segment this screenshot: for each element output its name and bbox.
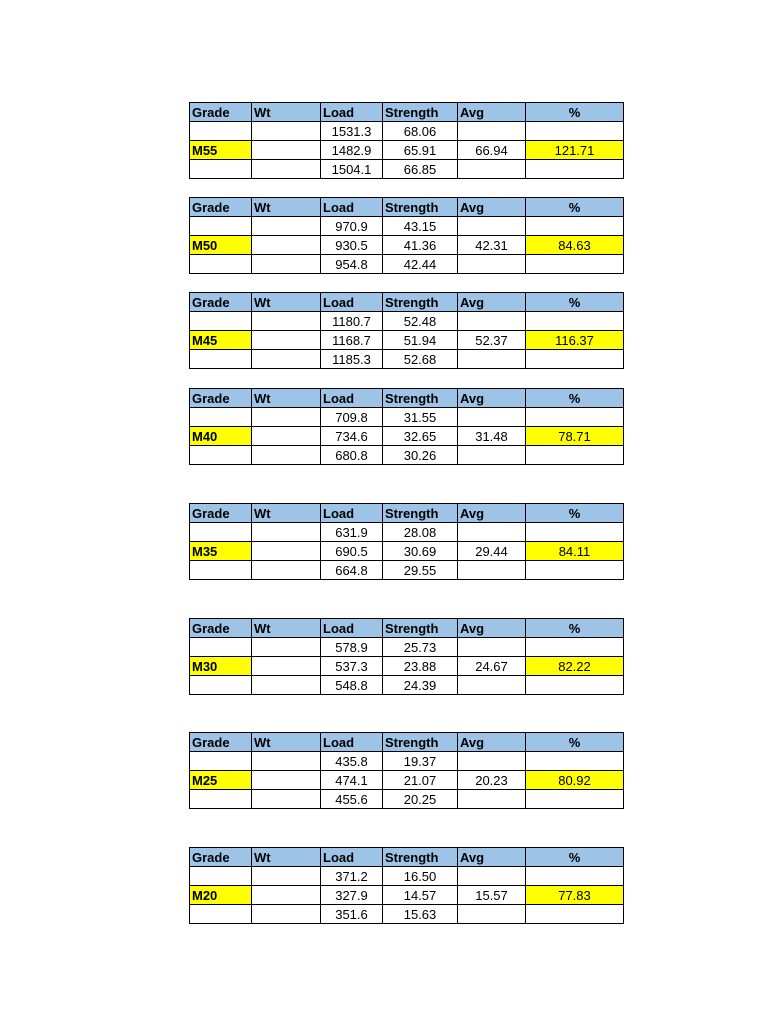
header-wt: Wt [252, 103, 321, 122]
table-row [190, 638, 624, 657]
grade-table-m40 [189, 388, 624, 465]
header-row [190, 504, 624, 523]
load-cell: 930.5 [321, 236, 383, 255]
load-cell: 1482.9 [321, 141, 383, 160]
avg-cell: 24.67 [458, 657, 526, 676]
load-cell: 954.8 [321, 255, 383, 274]
table-row [190, 523, 624, 542]
table-row [190, 408, 624, 427]
strength-cell: 25.73 [383, 638, 458, 657]
avg-cell-empty [458, 867, 526, 886]
header-grade: Grade [190, 733, 252, 752]
pct-cell-empty [526, 255, 624, 274]
wt-cell [252, 122, 321, 141]
pct-cell-empty [526, 312, 624, 331]
load-cell: 371.2 [321, 867, 383, 886]
strength-cell: 29.55 [383, 561, 458, 580]
load-cell: 1504.1 [321, 160, 383, 179]
strength-cell: 15.63 [383, 905, 458, 924]
pct-cell-empty [526, 122, 624, 141]
avg-cell-empty [458, 408, 526, 427]
strength-cell: 20.25 [383, 790, 458, 809]
header-row [190, 293, 624, 312]
grade-cell: M55 [190, 141, 252, 160]
pct-cell-empty [526, 217, 624, 236]
header-load: Load [321, 733, 383, 752]
pct-cell-empty [526, 638, 624, 657]
header-load: Load [321, 619, 383, 638]
header-pct: % [526, 103, 624, 122]
grade-cell: M40 [190, 427, 252, 446]
header-avg: Avg [458, 198, 526, 217]
header-wt: Wt [252, 198, 321, 217]
header-strength: Strength [383, 733, 458, 752]
header-wt: Wt [252, 293, 321, 312]
strength-cell: 23.88 [383, 657, 458, 676]
grade-cell-empty [190, 790, 252, 809]
pct-cell-empty [526, 867, 624, 886]
pct-cell-empty [526, 160, 624, 179]
avg-cell-empty [458, 790, 526, 809]
avg-cell: 52.37 [458, 331, 526, 350]
grade-cell-empty [190, 867, 252, 886]
avg-cell-empty [458, 561, 526, 580]
wt-cell [252, 657, 321, 676]
header-load: Load [321, 198, 383, 217]
load-cell: 351.6 [321, 905, 383, 924]
pct-cell-empty [526, 350, 624, 369]
load-cell: 1180.7 [321, 312, 383, 331]
table-row [190, 331, 624, 350]
wt-cell [252, 542, 321, 561]
header-grade: Grade [190, 848, 252, 867]
grade-cell-empty [190, 905, 252, 924]
avg-cell-empty [458, 122, 526, 141]
avg-cell: 20.23 [458, 771, 526, 790]
grade-cell-empty [190, 350, 252, 369]
header-load: Load [321, 293, 383, 312]
strength-cell: 42.44 [383, 255, 458, 274]
load-cell: 455.6 [321, 790, 383, 809]
avg-cell-empty [458, 217, 526, 236]
wt-cell [252, 752, 321, 771]
header-load: Load [321, 103, 383, 122]
pct-cell: 77.83 [526, 886, 624, 905]
load-cell: 690.5 [321, 542, 383, 561]
pct-cell-empty [526, 676, 624, 695]
table-row [190, 676, 624, 695]
wt-cell [252, 255, 321, 274]
header-avg: Avg [458, 619, 526, 638]
avg-cell-empty [458, 312, 526, 331]
table-row [190, 160, 624, 179]
header-load: Load [321, 848, 383, 867]
wt-cell [252, 886, 321, 905]
strength-cell: 68.06 [383, 122, 458, 141]
header-strength: Strength [383, 198, 458, 217]
pct-cell: 84.63 [526, 236, 624, 255]
wt-cell [252, 408, 321, 427]
load-cell: 548.8 [321, 676, 383, 695]
grade-cell-empty [190, 561, 252, 580]
load-cell: 734.6 [321, 427, 383, 446]
avg-cell: 31.48 [458, 427, 526, 446]
grade-cell-empty [190, 523, 252, 542]
table-row [190, 561, 624, 580]
wt-cell [252, 427, 321, 446]
table-row [190, 141, 624, 160]
table-row [190, 236, 624, 255]
avg-cell-empty [458, 638, 526, 657]
avg-cell: 15.57 [458, 886, 526, 905]
strength-cell: 21.07 [383, 771, 458, 790]
load-cell: 537.3 [321, 657, 383, 676]
pct-cell: 82.22 [526, 657, 624, 676]
header-load: Load [321, 389, 383, 408]
load-cell: 435.8 [321, 752, 383, 771]
header-row [190, 103, 624, 122]
table-row [190, 752, 624, 771]
wt-cell [252, 905, 321, 924]
grade-cell: M45 [190, 331, 252, 350]
table-row [190, 886, 624, 905]
avg-cell-empty [458, 676, 526, 695]
table-row [190, 255, 624, 274]
wt-cell [252, 676, 321, 695]
avg-cell-empty [458, 160, 526, 179]
wt-cell [252, 217, 321, 236]
grade-cell: M35 [190, 542, 252, 561]
header-pct: % [526, 848, 624, 867]
load-cell: 474.1 [321, 771, 383, 790]
header-grade: Grade [190, 619, 252, 638]
table-row [190, 905, 624, 924]
avg-cell: 29.44 [458, 542, 526, 561]
load-cell: 970.9 [321, 217, 383, 236]
pct-cell-empty [526, 561, 624, 580]
avg-cell-empty [458, 905, 526, 924]
table-row [190, 427, 624, 446]
header-pct: % [526, 733, 624, 752]
load-cell: 1185.3 [321, 350, 383, 369]
table-row [190, 867, 624, 886]
wt-cell [252, 523, 321, 542]
header-pct: % [526, 198, 624, 217]
header-pct: % [526, 293, 624, 312]
header-grade: Grade [190, 504, 252, 523]
grade-table-m45 [189, 292, 624, 369]
pct-cell: 80.92 [526, 771, 624, 790]
avg-cell-empty [458, 752, 526, 771]
strength-cell: 30.26 [383, 446, 458, 465]
load-cell: 1531.3 [321, 122, 383, 141]
header-grade: Grade [190, 103, 252, 122]
strength-cell: 28.08 [383, 523, 458, 542]
table-row [190, 790, 624, 809]
strength-cell: 43.15 [383, 217, 458, 236]
header-avg: Avg [458, 733, 526, 752]
header-load: Load [321, 504, 383, 523]
strength-cell: 16.50 [383, 867, 458, 886]
pct-cell-empty [526, 408, 624, 427]
grade-table-m20 [189, 847, 624, 924]
header-wt: Wt [252, 504, 321, 523]
strength-cell: 31.55 [383, 408, 458, 427]
grade-cell-empty [190, 160, 252, 179]
header-avg: Avg [458, 389, 526, 408]
header-wt: Wt [252, 389, 321, 408]
strength-cell: 65.91 [383, 141, 458, 160]
header-strength: Strength [383, 504, 458, 523]
pct-cell-empty [526, 905, 624, 924]
strength-cell: 52.68 [383, 350, 458, 369]
wt-cell [252, 790, 321, 809]
load-cell: 631.9 [321, 523, 383, 542]
header-strength: Strength [383, 389, 458, 408]
table-row [190, 217, 624, 236]
strength-cell: 19.37 [383, 752, 458, 771]
avg-cell: 66.94 [458, 141, 526, 160]
wt-cell [252, 236, 321, 255]
grade-cell-empty [190, 217, 252, 236]
strength-cell: 32.65 [383, 427, 458, 446]
header-grade: Grade [190, 198, 252, 217]
grade-cell-empty [190, 676, 252, 695]
wt-cell [252, 771, 321, 790]
pct-cell: 78.71 [526, 427, 624, 446]
strength-cell: 66.85 [383, 160, 458, 179]
table-row [190, 657, 624, 676]
load-cell: 1168.7 [321, 331, 383, 350]
strength-cell: 51.94 [383, 331, 458, 350]
load-cell: 680.8 [321, 446, 383, 465]
header-avg: Avg [458, 293, 526, 312]
table-row [190, 542, 624, 561]
wt-cell [252, 561, 321, 580]
header-grade: Grade [190, 389, 252, 408]
grade-table-m55 [189, 102, 624, 179]
header-avg: Avg [458, 504, 526, 523]
wt-cell [252, 867, 321, 886]
strength-cell: 41.36 [383, 236, 458, 255]
table-row [190, 312, 624, 331]
grade-cell: M50 [190, 236, 252, 255]
header-strength: Strength [383, 848, 458, 867]
load-cell: 327.9 [321, 886, 383, 905]
pct-cell: 116.37 [526, 331, 624, 350]
wt-cell [252, 331, 321, 350]
header-row [190, 389, 624, 408]
strength-cell: 52.48 [383, 312, 458, 331]
load-cell: 709.8 [321, 408, 383, 427]
strength-cell: 30.69 [383, 542, 458, 561]
avg-cell-empty [458, 446, 526, 465]
header-wt: Wt [252, 733, 321, 752]
grade-cell-empty [190, 255, 252, 274]
pct-cell-empty [526, 446, 624, 465]
pct-cell: 121.71 [526, 141, 624, 160]
header-pct: % [526, 389, 624, 408]
wt-cell [252, 638, 321, 657]
strength-cell: 14.57 [383, 886, 458, 905]
avg-cell-empty [458, 255, 526, 274]
grade-table-m30 [189, 618, 624, 695]
grade-cell-empty [190, 638, 252, 657]
grade-cell-empty [190, 312, 252, 331]
avg-cell-empty [458, 350, 526, 369]
pct-cell: 84.11 [526, 542, 624, 561]
grade-table-m50 [189, 197, 624, 274]
grade-cell-empty [190, 122, 252, 141]
header-pct: % [526, 619, 624, 638]
table-row [190, 122, 624, 141]
header-avg: Avg [458, 848, 526, 867]
header-grade: Grade [190, 293, 252, 312]
wt-cell [252, 312, 321, 331]
wt-cell [252, 160, 321, 179]
header-strength: Strength [383, 619, 458, 638]
grade-table-m35 [189, 503, 624, 580]
wt-cell [252, 446, 321, 465]
header-row [190, 198, 624, 217]
table-row [190, 350, 624, 369]
grade-cell-empty [190, 408, 252, 427]
pct-cell-empty [526, 523, 624, 542]
load-cell: 578.9 [321, 638, 383, 657]
header-wt: Wt [252, 848, 321, 867]
grade-table-m25 [189, 732, 624, 809]
load-cell: 664.8 [321, 561, 383, 580]
table-row [190, 771, 624, 790]
header-pct: % [526, 504, 624, 523]
wt-cell [252, 350, 321, 369]
grade-cell: M25 [190, 771, 252, 790]
grade-cell-empty [190, 446, 252, 465]
table-row [190, 446, 624, 465]
grade-cell-empty [190, 752, 252, 771]
wt-cell [252, 141, 321, 160]
header-row [190, 848, 624, 867]
pct-cell-empty [526, 790, 624, 809]
header-strength: Strength [383, 103, 458, 122]
avg-cell: 42.31 [458, 236, 526, 255]
grade-cell: M30 [190, 657, 252, 676]
header-strength: Strength [383, 293, 458, 312]
header-avg: Avg [458, 103, 526, 122]
header-wt: Wt [252, 619, 321, 638]
strength-cell: 24.39 [383, 676, 458, 695]
avg-cell-empty [458, 523, 526, 542]
grade-cell: M20 [190, 886, 252, 905]
header-row [190, 619, 624, 638]
pct-cell-empty [526, 752, 624, 771]
header-row [190, 733, 624, 752]
